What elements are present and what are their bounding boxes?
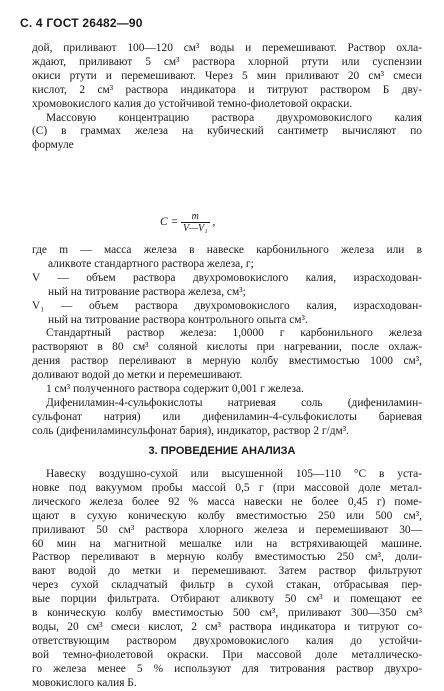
- paragraph-definitions: [32, 244, 422, 439]
- text-line: хромовокислого калия до устойчивой темно-фиолетовой окраски.: [32, 97, 353, 110]
- text-line: лического железа более 92 % масса навески не более 0,45 г) поме-: [32, 495, 422, 508]
- formula-fraction: [181, 211, 210, 234]
- text-line: Навеску воздушно-сухой или высушенной 105—110 °С в уста-: [46, 468, 422, 480]
- paragraph-analysis: [32, 468, 422, 691]
- text-line: приливают 50 см³ раствора хлорного железа и перемешивают 30—: [32, 523, 422, 536]
- concentration-formula: [160, 211, 215, 234]
- text-line: Дифениламин-4-сульфокислоты натриевая соль (дифениламин-: [46, 396, 422, 409]
- text-line: сульфонат натрия) или дифениламин-4-сульфокислоты бариевая: [32, 410, 422, 423]
- text-line: формуле: [32, 139, 74, 152]
- text-line: вые порции фильтрата. Отбирают аликвоту 50 см³ и помещают ее: [32, 593, 422, 606]
- section-title: 3. ПРОВЕДЕНИЕ АНАЛИЗА: [148, 445, 296, 457]
- formula-lhs: C =: [160, 216, 179, 229]
- text-line: в коническую колбу вместимостью 500 см³, приливают 300—350 см³: [32, 607, 422, 620]
- text-line: мовокислого калия Б.: [32, 676, 137, 689]
- formula-denominator: V—V₁: [183, 223, 208, 234]
- text-line: 1 см³ полученного раствора содержит 0,001 г железа.: [46, 383, 304, 396]
- text-line: Раствор переливают в мерную колбу вместимостью 250 см³, доли-: [32, 551, 422, 564]
- text-line: ждают, приливают 5 см³ раствора хлорной ртути или суспензии: [32, 55, 422, 68]
- text-line: новке под вакуумом пробы массой 0,5 г (при массовой доле метал-: [32, 481, 422, 494]
- text-line: воды, 20 см³ смеси кислот, 2 см³ раствора индикатора и титруют со-: [32, 620, 422, 633]
- page-header: С. 4 ГОСТ 26482—90: [20, 16, 143, 30]
- text-line: V₁ — объем раствора двухромовокислого калия, израсходован-: [32, 299, 422, 312]
- text-line: соль (дифениламинсульфонат бария), индикатор, раствор 2 г/дм³.: [32, 424, 349, 437]
- text-line: ный на титрование раствора контрольного опыта см³.: [48, 313, 308, 326]
- text-line: вой темно-фиолетовой окраски. При массовой доле металлическо-: [32, 648, 422, 661]
- text-line: (C) в граммах железа на кубический сантиметр вычисляют по: [32, 125, 422, 138]
- text-line: V — объем раствора двухромовокислого калия, израсходован-: [32, 271, 422, 284]
- text-line: вают водой до метки и перемешивают. Затем раствор фильтруют: [32, 565, 422, 578]
- text-line: через сухой складчатый фильтр в сухой стакан, отбрасывая пер-: [32, 579, 422, 592]
- paragraph-titration: [32, 42, 422, 153]
- formula-numerator: m: [181, 211, 210, 223]
- text-line: ный на титрование раствора железа, см³;: [48, 285, 246, 298]
- text-line: где m — масса железа в навеске карбонильного железа или в: [32, 244, 422, 256]
- text-line: аликвоте стандартного раствора железа, г;: [48, 257, 254, 270]
- text-line: щают в сухую коническую колбу вместимостью 250 или 500 см³,: [32, 509, 422, 522]
- text-line: дения раствор переливают в мерную колбу вместимостью 1000 см³,: [32, 355, 422, 368]
- text-line: кислот, 2 см³ раствора индикатора и титруют раствором Б дву-: [32, 83, 422, 96]
- text-line: 60 мин на магнитной мешалке или на встряхивающей машине.: [32, 537, 422, 550]
- text-line: го железа менее 5 % используют для титрования раствор двухро-: [32, 662, 422, 675]
- formula-tail: ,: [212, 216, 216, 229]
- text-line: Стандартный раствор железа: 1,0000 г карбонильного железа: [46, 327, 422, 340]
- text-line: окиси ртути и перемешивают. Через 5 мин приливают 20 см³ смеси: [32, 69, 422, 82]
- text-line: растворяют в 80 см³ соляной кислоты при нагревании, после охлаж-: [32, 341, 422, 354]
- text-line: Массовую концентрацию раствора двухромовокислого калия: [46, 111, 422, 124]
- text-line: ответствующим раствором двухромовокислого калия до устойчи-: [32, 634, 422, 647]
- text-line: доливают водой до метки и перемешивают.: [32, 369, 243, 382]
- text-line: дой, приливают 100—120 см³ воды и перемешивают. Раствор охла-: [32, 42, 422, 54]
